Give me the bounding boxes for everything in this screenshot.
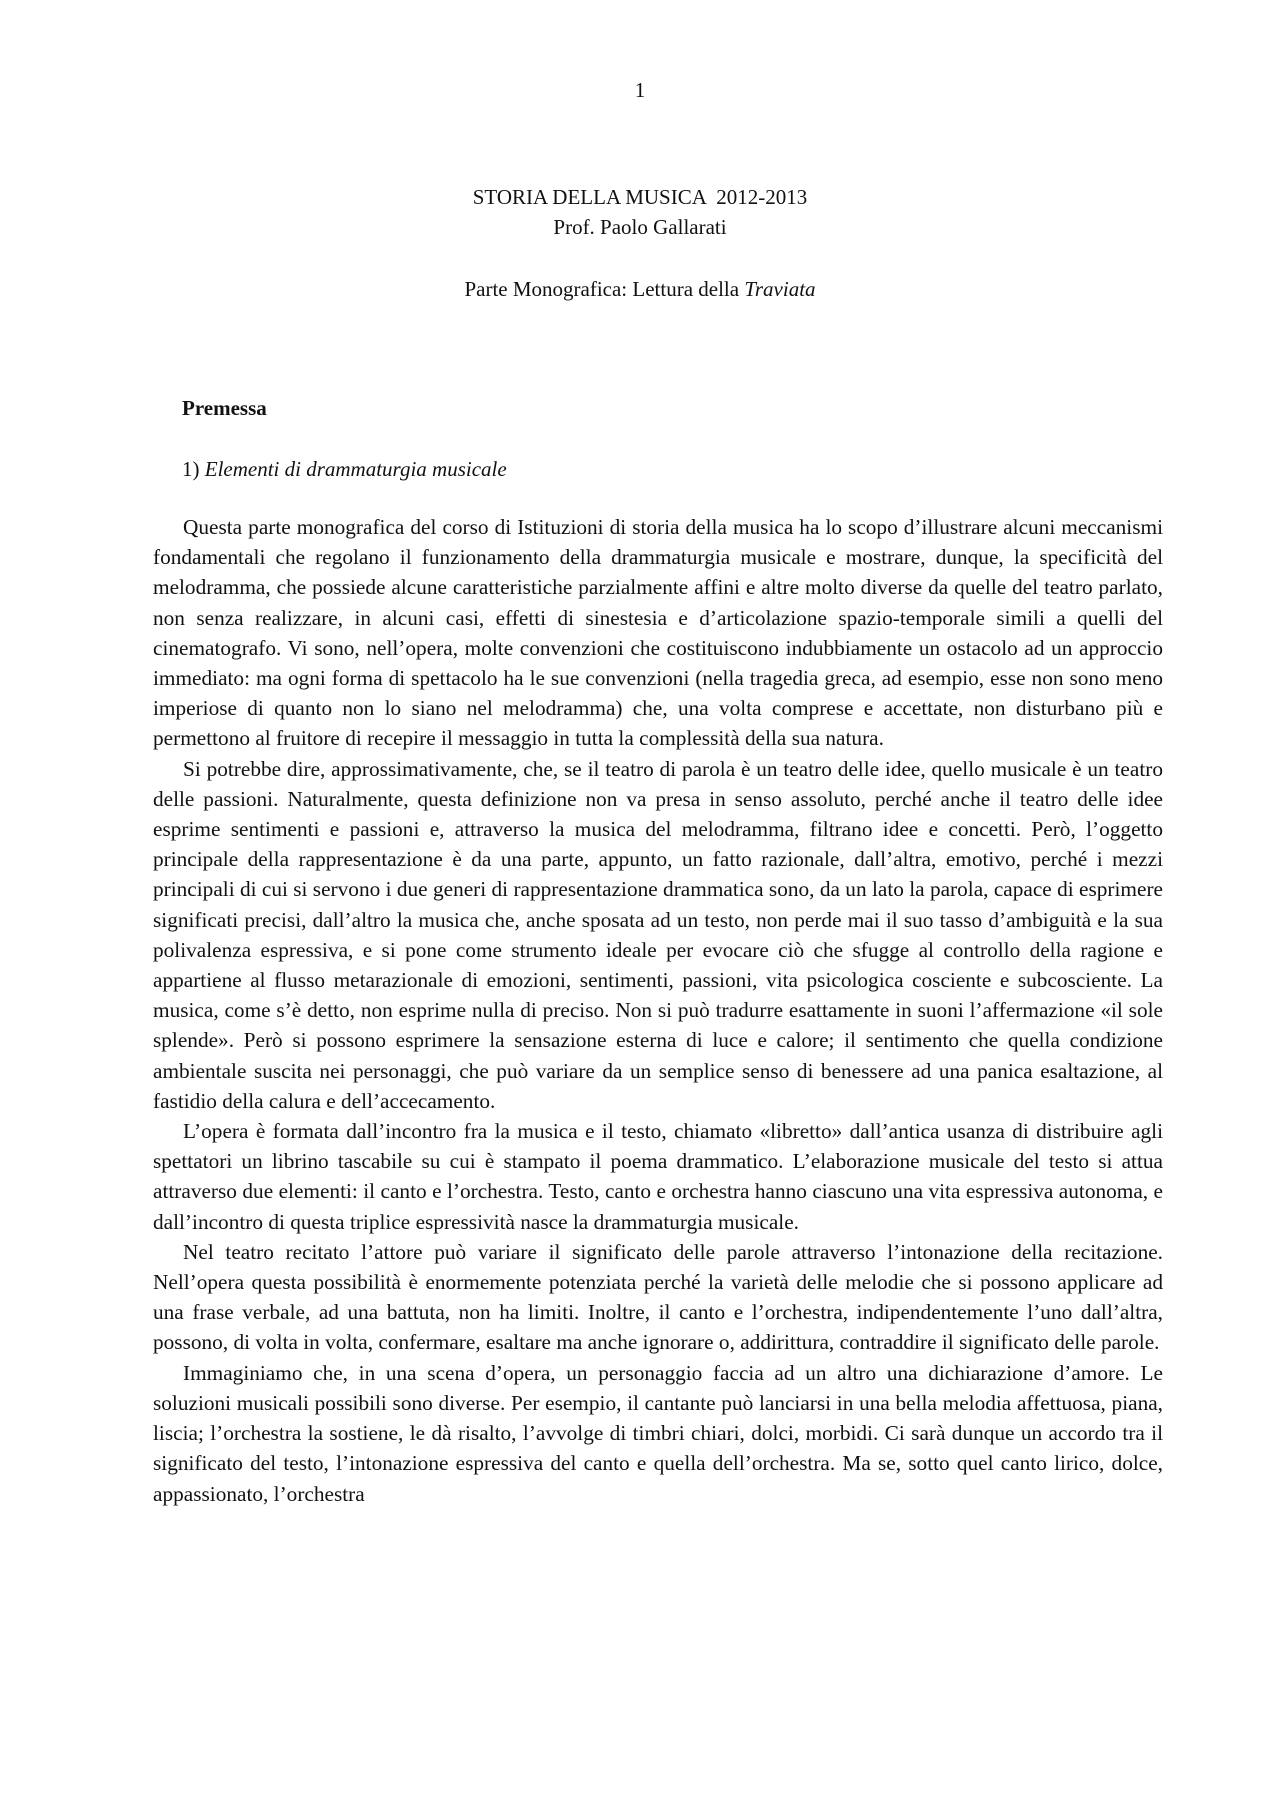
paragraph: Nel teatro recitato l’attore può variare il significato delle parole attraverso l’intonazione della recitazione. Nell’opera questa possibilità è enormemente potenziata perché la varietà delle melodie che si possono applicare ad una frase verbale, ad una battuta, non ha limiti. Inoltre, il canto e l’orchestra, indipendentemente l’uno dall’altra, possono, di volta in volta, confermare, esaltare ma anche ignorare o, addirittura, contraddire il significato delle parole. xyxy=(153,1239,1163,1355)
subsection-heading xyxy=(182,454,507,484)
paragraph: Si potrebbe dire, approssimativamente, che, se il teatro di parola è un teatro delle idee, quello musicale è un teatro delle passioni. Naturalmente, questa definizione non va presa in senso assoluto, perché anche il teatro delle idee esprime sentimenti e passioni e, attraverso la musica del melodramma, filtrano idee e concetti. Però, l’oggetto principale della rappresentazione è da una parte, appunto, un fatto razionale, dall’altra, emotivo, perché i mezzi principali di cui si servono i due generi di rappresentazione drammatica sono, da un lato la parola, capace di esprimere significati precisi, dall’altro la musica che, anche sposata ad un testo, non perde mai il suo tasso d’ambiguità e la sua polivalenza espressiva, e si pone come strumento ideale per evocare ciò che sfugge al controllo della ragione e appartiene al flusso metarazionale di emozioni, sentimenti, passioni, vita psicologica cosciente e subcosciente. La musica, come s’è detto, non esprime nulla di preciso. Non si può tradurre esattamente in suoni l’affermazione «il sole splende». Però si possono esprimere la sensazione esterna di luce e calore; il sentimento che quella condizione ambientale suscita nei personaggi, che può variare da un semplice senso di benessere ad una panica esaltazione, al fastidio della calura e dell’accecamento. xyxy=(153,756,1163,1113)
subsection-title: Elementi di drammaturgia musicale xyxy=(204,457,507,481)
paragraph: Questa parte monografica del corso di Istituzioni di storia della musica ha lo scopo d’illustrare alcuni meccanismi fondamentali che regolano il funzionamento della drammaturgia musicale e mostrare, dunque, la specificità del melodramma, che possiede alcune caratteristiche parzialmente affini e altre molto diverse da quelle del teatro parlato, non senza realizzare, in alcuni casi, effetti di sinestesia e d’articolazione spazio-temporale simili a quelli del cinematografo. Vi sono, nell’opera, molte convenzioni che costituiscono indubbiamente un ostacolo ad un approccio immediato: ma ogni forma di spettacolo ha le sue convenzioni (nella tragedia greca, ad esempio, esse non sono meno imperiose di quanto non lo siano nel melodramma) che, una volta comprese e accettate, non disturbano più e permettono al fruitore di recepire il messaggio in tutta la complessità della sua natura. xyxy=(153,515,1163,751)
subsection-number: 1) xyxy=(182,457,205,481)
page-number: 1 xyxy=(634,78,646,102)
professor-name: Prof. Paolo Gallarati xyxy=(553,215,727,239)
body-text xyxy=(153,512,1163,1509)
paragraph: L’opera è formata dall’incontro fra la musica e il testo, chiamato «libretto» dall’antica usanza di distribuire agli spettatori un librino tascabile su cui è stampato il poema drammatico. L’elaborazione musicale del testo si attua attraverso due elementi: il canto e l’orchestra. Testo, canto e orchestra hanno ciascuno una vita espressiva autonoma, e dall’incontro di questa triplice espressività nasce la drammaturgia musicale. xyxy=(153,1119,1163,1234)
monograph-subtitle xyxy=(0,274,1280,304)
paragraph: Immaginiamo che, in una scena d’opera, un personaggio faccia ad un altro una dichiarazione d’amore. Le soluzioni musicali possibili sono diverse. Per esempio, il cantante può lanciarsi in una bella melodia affettuosa, piana, liscia; l’orchestra la sostiene, le dà risalto, l’avvolge di timbri chiari, dolci, morbidi. Ci sarà dunque un accordo tra il significato del testo, l’intonazione espressiva del canto e quella dell’orchestra. Ma se, sotto quel canto lirico, dolce, appassionato, l’orchestra xyxy=(153,1360,1163,1506)
document-header xyxy=(0,182,1280,242)
subtitle-italic-title: Traviata xyxy=(744,277,816,301)
course-title: STORIA DELLA MUSICA 2012-2013 xyxy=(472,185,808,209)
subtitle-prefix: Parte Monografica: Lettura della xyxy=(464,277,745,301)
section-heading: Premessa xyxy=(182,396,267,420)
